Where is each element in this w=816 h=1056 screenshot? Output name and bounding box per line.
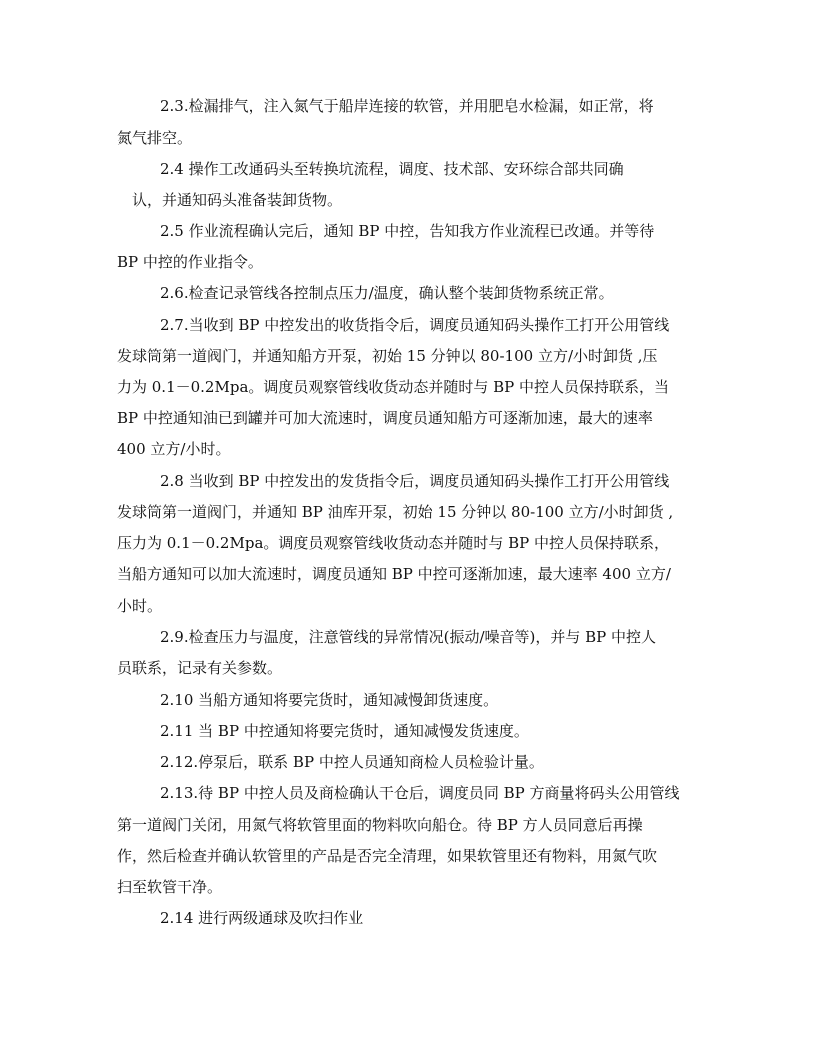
paragraph-2-8-line-1: 2.8 当收到 BP 中控发出的发货指令后，调度员通知码头操作工打开公用管线: [160, 472, 670, 490]
paragraph-2-9-line-1: 2.9.检查压力与温度，注意管线的异常情况(振动/噪音等)，并与 BP 中控人: [160, 628, 657, 646]
paragraph-2-3-line-1: 2.3.检漏排气，注入氮气于船岸连接的软管，并用肥皂水检漏，如正常，将: [160, 97, 654, 115]
paragraph-2-7-line-1: 2.7.当收到 BP 中控发出的收货指令后，调度员通知码头操作工打开公用管线: [160, 316, 670, 334]
paragraph-2-7-line-4: BP 中控通知油已到罐并可加大流速时，调度员通知船方可逐渐加速，最大的速率: [117, 409, 653, 427]
paragraph-2-13-line-3: 作，然后检查并确认软管里的产品是否完全清理，如果软管里还有物料，用氮气吹: [117, 847, 658, 865]
paragraph-2-6-line-1: 2.6.检查记录管线各控制点压力/温度，确认整个装卸货物系统正常。: [160, 284, 614, 302]
paragraph-2-8-line-3: 压力为 0.1－0.2Mpa。调度员观察管线收货动态并随时与 BP 中控人员保持联系，: [117, 534, 670, 552]
paragraph-2-8-line-5: 小时。: [117, 597, 163, 615]
paragraph-2-9-line-2: 员联系，记录有关参数。: [117, 659, 283, 677]
paragraph-2-8-line-2: 发球筒第一道阀门，并通知 BP 油库开泵，初始 15 分钟以 80-100 立方/小时卸货 ,: [117, 503, 674, 521]
paragraph-2-8-line-4: 当船方通知可以加大流速时，调度员通知 BP 中控可逐渐加速，最大速率 400 立方/: [117, 565, 671, 583]
paragraph-2-12-line-1: 2.12.停泵后，联系 BP 中控人员通知商检人员检验计量。: [160, 753, 544, 771]
paragraph-2-4-line-1: 2.4 操作工改通码头至转换坑流程，调度、技术部、安环综合部共同确: [160, 160, 624, 178]
paragraph-2-13-line-1: 2.13.待 BP 中控人员及商检确认干仓后，调度员同 BP 方商量将码头公用管线: [160, 784, 680, 802]
paragraph-2-7-line-2: 发球筒第一道阀门，并通知船方开泵，初始 15 分钟以 80-100 立方/小时卸货 ,压: [117, 347, 658, 365]
paragraph-2-11-line-1: 2.11 当 BP 中控通知将要完货时，通知减慢发货速度。: [160, 722, 529, 740]
paragraph-2-5-line-1: 2.5 作业流程确认完后，通知 BP 中控，告知我方作业流程已改通。并等待: [160, 222, 655, 240]
paragraph-2-13-line-2: 第一道阀门关闭，用氮气将软管里面的物料吹向船仓。待 BP 方人员同意后再操: [117, 816, 643, 834]
paragraph-2-13-line-4: 扫至软管干净。: [117, 878, 223, 896]
paragraph-2-7-line-5: 400 立方/小时。: [117, 440, 231, 458]
paragraph-2-14-line-1: 2.14 进行两级通球及吹扫作业: [160, 909, 364, 927]
paragraph-2-3-line-2: 氮气排空。: [117, 129, 193, 147]
paragraph-2-5-line-2: BP 中控的作业指令。: [117, 253, 263, 271]
paragraph-2-10-line-1: 2.10 当船方通知将要完货时，通知减慢卸货速度。: [160, 691, 499, 709]
paragraph-2-4-line-2: 认，并通知码头准备装卸货物。: [132, 191, 343, 209]
paragraph-2-7-line-3: 力为 0.1－0.2Mpa。调度员观察管线收货动态并随时与 BP 中控人员保持联系，当: [117, 378, 670, 396]
